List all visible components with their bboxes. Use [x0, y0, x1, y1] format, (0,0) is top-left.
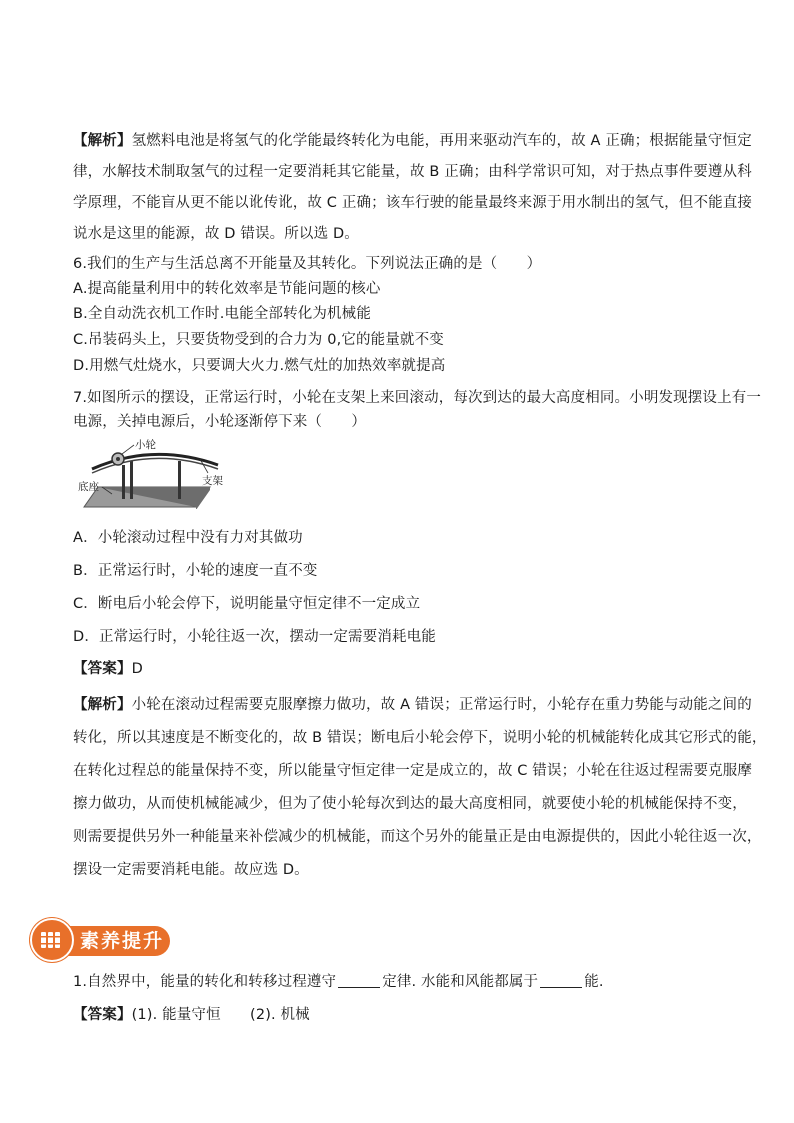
- analysis-line-1: 【解析】氢燃料电池是将氢气的化学能最终转化为电能，再用来驱动汽车的，故 A 正确；根据能量守恒定: [73, 133, 752, 149]
- section-title: 素养提升: [80, 930, 165, 952]
- q7-analysis-line-6: 摆设一定需要消耗电能。故应选 D。: [73, 862, 309, 878]
- answer-label: 【答案】: [73, 661, 132, 677]
- q7-stem-line-2: 电源，关掉电源后，小轮逐渐停下来（ ）: [73, 414, 366, 430]
- s1-answer: [73, 1005, 733, 1025]
- analysis-line-3: 学原理，不能盲从更不能以讹传讹，故 C 正确；该车行驶的能量最终来源于用水制出的氢气，但不能直接: [73, 195, 753, 211]
- q6-option-b: B.全自动洗衣机工作时.电能全部转化为机械能: [73, 306, 371, 322]
- swing-toy-illustration: [78, 437, 233, 509]
- q6-option-a: A.提高能量利用中的转化效率是节能问题的核心: [73, 281, 381, 297]
- fill-blank-1[interactable]: [338, 973, 380, 988]
- answer-value: D: [131, 661, 143, 677]
- books-icon: [40, 930, 64, 954]
- q7-analysis-line-5: 则需要提供另外一种能量来补偿减少的机械能，而这个另外的能量正是由电源提供的，因此小轮往返一次，: [73, 829, 762, 845]
- fill-blank-2[interactable]: [540, 973, 582, 988]
- analysis-label: 【解析】: [73, 697, 132, 713]
- swing-toy-figure: [78, 437, 233, 509]
- answer-value: (1). 能量守恒 (2). 机械: [131, 1007, 310, 1023]
- post-right: [178, 461, 181, 499]
- section-header-badge: [30, 918, 172, 962]
- leader-wheel: [122, 445, 134, 454]
- label-bracket: 支架: [202, 475, 223, 487]
- q7-stem-line-1: 7.如图所示的摆设，正常运行时，小轮在支架上来回滚动，每次到达的最大高度相同。小明发现摆设上有一: [73, 390, 762, 406]
- q7-analysis-line-2: 转化，所以其速度是不断变化的，故 B 错误；断电后小轮会停下，说明小轮的机械能转化成其它形式的能，: [73, 730, 767, 746]
- post-left-2: [130, 461, 133, 499]
- q7-option-a: A．小轮滚动过程中没有力对其做功: [73, 530, 303, 546]
- label-wheel: 小轮: [135, 439, 156, 451]
- wheel-hub: [116, 457, 120, 461]
- q7-option-b: B．正常运行时，小轮的速度一直不变: [73, 563, 318, 579]
- q7-analysis-line-3: 在转化过程总的能量保持不变，所以能量守恒定律一定是成立的，故 C 错误；小轮在往返过程需要克服摩: [73, 763, 753, 779]
- answer-label: 【答案】: [73, 1007, 132, 1023]
- post-left: [122, 465, 125, 499]
- label-base: 底座: [78, 481, 99, 493]
- section-icon-circle: [30, 918, 74, 962]
- curved-rail: [92, 454, 218, 469]
- q6-stem: 6.我们的生产与生活总离不开能量及其转化。下列说法正确的是（ ）: [73, 256, 542, 272]
- q7-analysis-line-4: 擦力做功，从而使机械能减少，但为了使小轮每次到达的最大高度相同，就要使小轮的机械能保持不变，: [73, 796, 747, 812]
- analysis-line-4: 说水是这里的能源，故 D 错误。所以选 D。: [73, 226, 359, 242]
- q6-option-d: D.用燃气灶烧水，只要调大火力.燃气灶的加热效率就提高: [73, 358, 446, 374]
- q7-answer: [73, 659, 733, 679]
- analysis-line-2: 律，水解技术制取氢气的过程一定要消耗其它能量，故 B 正确；由科学常识可知，对于热点事件要遵从科: [73, 164, 752, 180]
- q7-option-c: C．断电后小轮会停下，说明能量守恒定律不一定成立: [73, 596, 421, 612]
- q7-analysis-line-1: 【解析】小轮在滚动过程需要克服摩擦力做功，故 A 错误；正常运行时，小轮存在重力势能与动能之间的: [73, 697, 752, 713]
- q6-option-c: C.吊装码头上，只要货物受到的合力为 0,它的能量就不变: [73, 332, 444, 348]
- q7-option-d: D．正常运行时，小轮往返一次，摆动一定需要消耗电能: [73, 629, 436, 645]
- s1-stem: 1.自然界中，能量的转化和转移过程遵守 定律. 水能和风能都属于 能.: [73, 974, 604, 990]
- analysis-label: 【解析】: [73, 133, 132, 149]
